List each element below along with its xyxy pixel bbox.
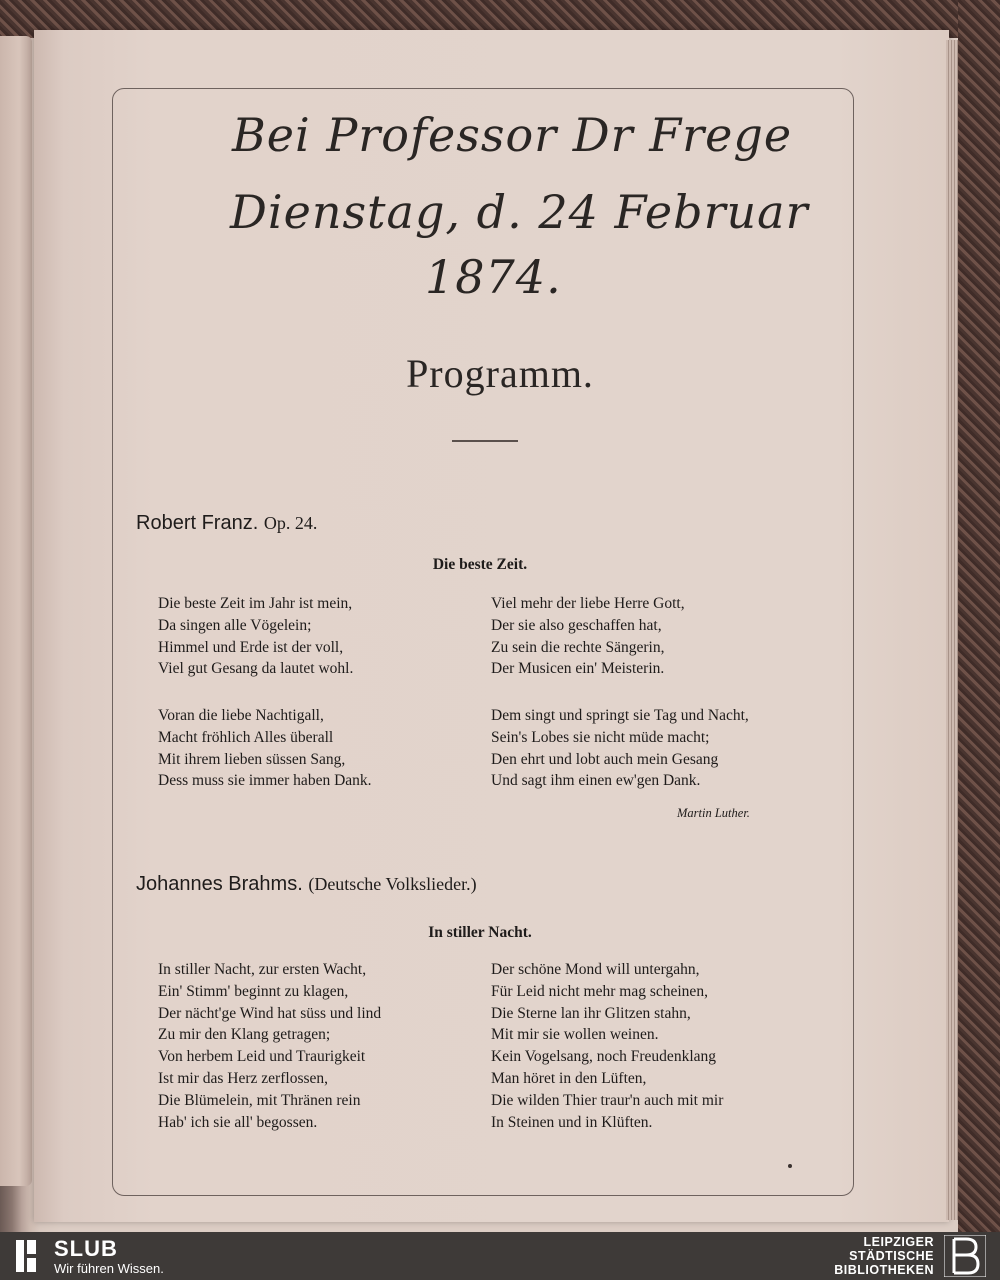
handwritten-line-1: Bei Professor Dr Frege bbox=[232, 108, 793, 162]
verse-line: Da singen alle Vögelein; bbox=[158, 616, 312, 634]
program-title: Programm. bbox=[406, 351, 594, 396]
collection-note: (Deutsche Volkslieder.) bbox=[308, 874, 477, 894]
verse-line: In stiller Nacht, zur ersten Wacht, bbox=[158, 961, 367, 978]
slub-tagline: Wir führen Wissen. bbox=[54, 1261, 164, 1276]
lsb-line: STÄDTISCHE bbox=[849, 1249, 934, 1263]
verse-line: Ein' Stimm' beginnt zu klagen, bbox=[158, 982, 349, 1000]
stanza-left bbox=[158, 959, 381, 1133]
book-cover-right bbox=[958, 0, 1000, 1232]
ink-dot bbox=[788, 1164, 792, 1168]
opus-number: Op. 24. bbox=[263, 513, 318, 533]
viewer-footer bbox=[0, 1232, 1000, 1280]
verse-line: Hab' ich sie all' begossen. bbox=[158, 1113, 318, 1131]
verse-line: Von herbem Leid und Traurigkeit bbox=[158, 1048, 366, 1066]
verse-line: Der Musicen ein' Meisterin. bbox=[491, 660, 665, 678]
verse-line: Ist mir das Herz zerflossen, bbox=[158, 1069, 329, 1087]
stanza-1 bbox=[158, 593, 353, 680]
verse-line: Himmel und Erde ist der voll, bbox=[158, 638, 344, 656]
slub-name[interactable]: SLUB bbox=[54, 1236, 118, 1261]
verse-line: Voran die liebe Nachtigall, bbox=[158, 707, 324, 724]
lsb-name[interactable] bbox=[834, 1235, 934, 1277]
song-title-in-stiller-nacht: In stiller Nacht. bbox=[428, 924, 532, 941]
slub-logo-icon[interactable] bbox=[16, 1240, 36, 1272]
stanza-4 bbox=[491, 705, 749, 792]
handwritten-line-3: 1874. bbox=[425, 250, 562, 304]
verse-line: Kein Vogelsang, noch Freudenklang bbox=[491, 1048, 716, 1066]
handwritten-line-2: Dienstag, d. 24 Februar bbox=[230, 185, 809, 239]
verse-line: Sein's Lobes sie nicht müde macht; bbox=[491, 728, 710, 746]
verse-line: Mit ihrem lieben süssen Sang, bbox=[158, 750, 346, 768]
verse-line: Dess muss sie immer haben Dank. bbox=[158, 772, 372, 790]
lyricist-credit: Martin Luther. bbox=[677, 806, 750, 820]
verse-line: Die Blümelein, mit Thränen rein bbox=[158, 1091, 361, 1109]
song-title-die-beste-zeit: Die beste Zeit. bbox=[432, 556, 528, 573]
lsb-line: LEIPZIGER bbox=[863, 1235, 934, 1249]
stanza-2 bbox=[158, 705, 372, 792]
verse-line: Macht fröhlich Alles überall bbox=[158, 728, 334, 746]
title-ornament-rule bbox=[452, 440, 518, 442]
composer-robert-franz bbox=[136, 512, 317, 535]
verse-line: Der sie also geschaffen hat, bbox=[491, 616, 662, 634]
composer-name: Johannes Brahms. bbox=[136, 873, 303, 895]
composer-name: Robert Franz. bbox=[136, 512, 259, 534]
lsb-line: BIBLIOTHEKEN bbox=[834, 1263, 934, 1277]
composer-johannes-brahms bbox=[136, 873, 477, 896]
stanza-right bbox=[491, 959, 723, 1133]
verse-line: Der nächt'ge Wind hat süss und lind bbox=[158, 1004, 382, 1022]
verse-line: Die Sterne lan ihr Glitzen stahn, bbox=[491, 1004, 691, 1022]
verse-line: Dem singt und springt sie Tag und Nacht, bbox=[491, 707, 749, 724]
lsb-logo-icon[interactable] bbox=[944, 1235, 986, 1277]
left-page-edge bbox=[0, 36, 32, 1186]
verse-line: Die wilden Thier traur'n auch mit mir bbox=[491, 1091, 724, 1109]
verse-line: Viel gut Gesang da lautet wohl. bbox=[158, 660, 354, 678]
verse-line: Den ehrt und lobt auch mein Gesang bbox=[491, 750, 719, 768]
verse-line: Zu mir den Klang getragen; bbox=[158, 1026, 331, 1044]
verse-line: In Steinen und in Klüften. bbox=[491, 1113, 653, 1131]
verse-line: Zu sein die rechte Sängerin, bbox=[491, 638, 665, 656]
verse-line: Der schöne Mond will untergahn, bbox=[491, 961, 700, 978]
verse-line: Für Leid nicht mehr mag scheinen, bbox=[491, 982, 708, 1000]
verse-line: Und sagt ihm einen ew'gen Dank. bbox=[491, 772, 701, 790]
verse-line: Man höret in den Lüften, bbox=[491, 1069, 647, 1087]
verse-line: Mit mir sie wollen weinen. bbox=[491, 1026, 659, 1044]
verse-line: Viel mehr der liebe Herre Gott, bbox=[491, 595, 685, 612]
stanza-3 bbox=[491, 593, 685, 680]
verse-line: Die beste Zeit im Jahr ist mein, bbox=[158, 595, 353, 612]
